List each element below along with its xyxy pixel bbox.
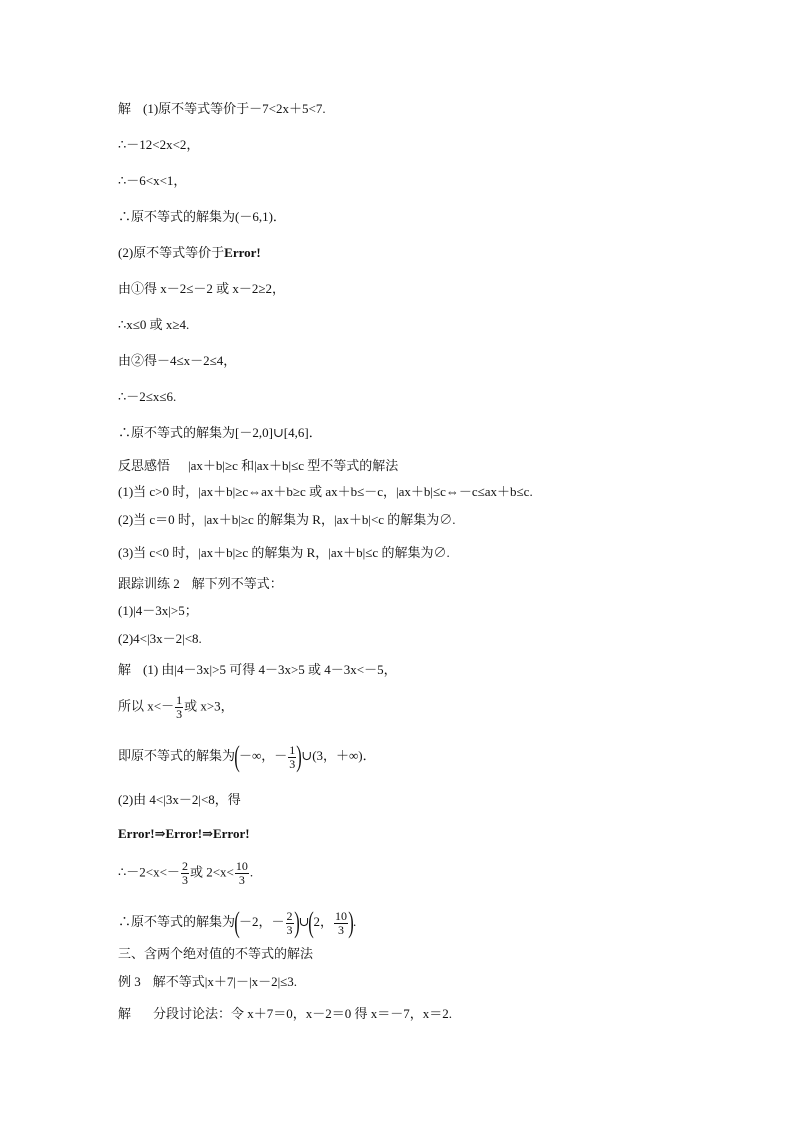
text-line [118,389,176,405]
text-line [118,209,286,225]
text: 或 x>3， [184,698,234,714]
text-line [118,603,198,619]
text: 2， [313,913,333,929]
text-line [118,742,376,772]
text: . [249,864,254,880]
text-line [118,137,199,153]
left-paren: ( [308,906,315,939]
text: 解下列不等式： [191,576,283,591]
fraction-denominator: 3 [181,873,188,887]
reflection-title: |ax＋b|≥c 和|ax＋b|≤c 型不等式的解法 [188,458,399,473]
fraction [181,860,189,887]
text-line [118,317,189,333]
text: (1) 由|4－3x|>5 可得 4－3x>5 或 4－3x<－5， [143,662,397,677]
error-placeholder: Error! [118,826,155,841]
text-line [118,860,253,887]
practice-heading [118,576,283,592]
error-placeholder: Error! [224,245,261,260]
reflection-label: 反思感悟 [118,458,171,473]
text: ∴原不等式的解集为 [118,913,236,929]
text: ∴原不等式的解集为[－2,0]∪[4,6]． [118,425,322,440]
left-paren: ( [234,906,240,939]
practice-label: 跟踪训练 2 [118,576,180,591]
text: (3)当 c<0 时，|ax＋b|≥c 的解集为 R，|ax＋b|≤c 的解集为∅. [118,545,450,560]
text-line [118,512,456,528]
text: －∞，－ [239,747,288,763]
text-line [118,425,322,441]
implies-symbol: ⇒ [154,826,166,841]
text: (2)4<|3x－2|<8. [118,631,202,646]
fraction-numerator: 1 [176,693,183,707]
text: 即原不等式的解集为 [118,747,236,763]
text: ∴原不等式的解集为(－6,1)． [118,209,286,224]
right-paren: ) [293,906,300,939]
fraction-numerator: 10 [235,859,248,873]
fraction-denominator: 3 [286,922,293,937]
fraction [334,910,348,937]
text: ∴－12<2x<2， [118,137,200,152]
example-heading [118,974,297,990]
text: (2)当 c＝0 时，|ax＋b|≥c 的解集为 R，|ax＋b|<c 的解集为∅. [118,512,456,527]
fraction-numerator: 1 [289,742,296,757]
fraction-denominator: 3 [289,756,296,771]
left-paren: ( [234,740,240,773]
text-line [118,662,397,678]
text: 由①得 x－2≤－2 或 x－2≥2， [118,281,286,296]
text: (1)|4－3x|>5； [118,603,198,618]
error-placeholder: Error! [212,826,250,841]
text-line [118,245,261,261]
reflection-heading [118,458,398,474]
implies-symbol: ⇒ [202,826,213,841]
fraction [235,860,249,887]
text-line [118,173,186,189]
fraction-numerator: 10 [334,908,347,923]
fraction-numerator: 2 [286,908,293,923]
solution-label: 解 [118,101,132,116]
text-line [118,281,285,297]
text-line [118,484,533,500]
fraction [288,744,296,771]
text: (2)由 4<|3x－2|<8，得 [118,792,241,807]
text-line [118,353,236,369]
text: 解不等式|x＋7|－|x－2|≤3. [152,974,298,989]
text-line [118,694,234,721]
text-line [118,545,450,561]
text: (1)当 c>0 时，|ax＋b|≥c⇔ax＋b≥c 或 ax＋b≤－c，|ax＋b|≤c⇔－c≤ax＋b≤c. [118,484,533,499]
fraction-numerator: 2 [181,859,188,873]
right-paren: ) [296,740,303,773]
solution-label: 解 [118,662,132,677]
fraction-denominator: 3 [337,922,344,937]
text: 分段讨论法：令 x＋7＝0，x－2＝0 得 x＝－7，x＝2. [153,1006,453,1021]
text: (1)原不等式等价于－7<2x＋5<7. [143,101,326,116]
fraction-denominator: 3 [238,873,245,887]
example-label: 例 3 [118,974,141,989]
section-heading [118,946,313,962]
text: －2，－ [239,913,285,929]
text: ∴x≤0 或 x≥4. [118,317,190,332]
fraction [286,910,294,937]
text: 所以 x<－ [118,698,175,714]
solution-label: 解 [118,1006,132,1021]
solution-1-intro [118,101,326,117]
text-line [118,908,356,938]
text: ∪ [298,913,310,929]
text: (2)原不等式等价于 [118,245,225,260]
error-line [118,826,250,842]
text: ∴－2<x<－ [118,864,180,880]
text: . [352,913,357,929]
text-line [118,792,241,808]
fraction-denominator: 3 [176,707,183,721]
text: 由②得－4≤x－2≤4， [118,353,237,368]
text: ∪(3，＋∞)． [301,747,376,763]
text: 或 2<x< [189,864,234,880]
fraction [175,694,183,721]
text: ∴－2≤x≤6. [118,389,177,404]
right-paren: ) [348,906,354,939]
error-placeholder: Error! [165,826,203,841]
text: 三、含两个绝对值的不等式的解法 [118,946,314,961]
text-line [118,631,202,647]
text-line [118,1006,452,1022]
text: ∴－6<x<1， [118,173,187,188]
